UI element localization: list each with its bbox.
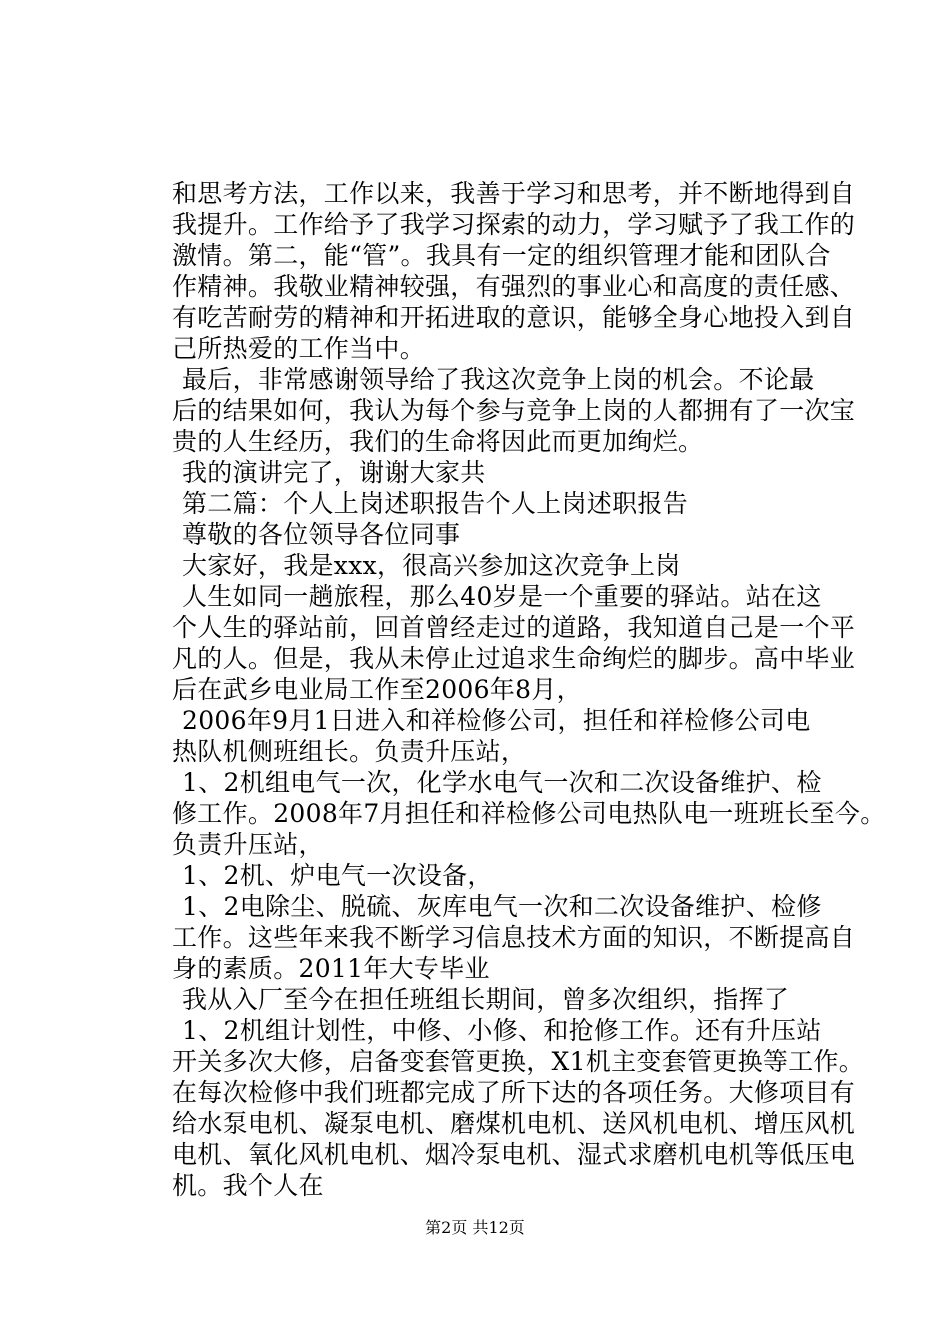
- text-line: 身的素质。2011年大专毕业: [172, 954, 490, 983]
- text-line: 电机、氧化风机电机、烟冷泵电机、湿式求磨机电机等低压电: [172, 1140, 856, 1169]
- text-line: 开关多次大修，启备变套管更换，X1机主变套管更换等工作。: [172, 1047, 865, 1076]
- text-line: 大家好，我是xxx，很高兴参加这次竞争上岗: [182, 551, 681, 580]
- text-line: 最后，非常感谢领导给了我这次竞争上岗的机会。不论最: [182, 365, 815, 394]
- text-line: 凡的人。但是，我从未停止过追求生命绚烂的脚步。高中毕业: [172, 644, 856, 673]
- text-line: 贵的人生经历，我们的生命将因此而更加绚烂。: [172, 427, 704, 456]
- text-line: 有吃苦耐劳的精神和开拓进取的意识，能够全身心地投入到自: [172, 303, 856, 332]
- text-line: 作精神。我敬业精神较强，有强烈的事业心和高度的责任感、: [172, 272, 856, 301]
- text-line: 个人生的驿站前，回首曾经走过的道路，我知道自己是一个平: [172, 613, 856, 642]
- text-line: 和思考方法，工作以来，我善于学习和思考，并不断地得到自: [172, 179, 856, 208]
- text-line: 激情。第二，能“管”。我具有一定的组织管理才能和团队合: [172, 241, 831, 270]
- text-line: 热队机侧班组长。负责升压站，: [172, 737, 527, 766]
- text-line: 后在武乡电业局工作至2006年8月，: [172, 675, 582, 704]
- text-line: 1、2机、炉电气一次设备，: [182, 861, 493, 890]
- text-line: 1、2机组电气一次，化学水电气一次和二次设备维护、检: [182, 768, 822, 797]
- text-line: 1、2机组计划性，中修、小修、和抢修工作。还有升压站: [182, 1016, 822, 1045]
- text-line: 尊敬的各位领导各位同事: [182, 520, 461, 549]
- text-line: 负责升压站，: [172, 830, 324, 859]
- text-line: 1、2电除尘、脱硫、灰库电气一次和二次设备维护、检修: [182, 892, 822, 921]
- text-line: 2006年9月1日进入和祥检修公司，担任和祥检修公司电: [182, 706, 811, 735]
- text-line: 给水泵电机、凝泵电机、磨煤机电机、送风机电机、增压风机: [172, 1109, 856, 1138]
- text-line: 工作。这些年来我不断学习信息技术方面的知识，不断提高自: [172, 923, 856, 952]
- text-line: 第二篇：个人上岗述职报告个人上岗述职报告: [182, 489, 689, 518]
- text-line: 我从入厂至今在担任班组长期间，曾多次组织，指挥了: [182, 985, 790, 1014]
- text-line: 修工作。2008年7月担任和祥检修公司电热队电一班班长至今。: [172, 799, 886, 828]
- text-line: 己所热爱的工作当中。: [172, 334, 426, 363]
- text-line: 人生如同一趟旅程，那么40岁是一个重要的驿站。站在这: [182, 582, 822, 611]
- text-line: 我提升。工作给予了我学习探索的动力，学习赋予了我工作的: [172, 210, 856, 239]
- text-line: 机。我个人在: [172, 1171, 324, 1200]
- page-number: 第2页 共12页: [425, 1218, 525, 1237]
- text-line: 我的演讲完了，谢谢大家共: [182, 458, 486, 487]
- page-footer: [0, 1218, 950, 1238]
- text-line: 在每次检修中我们班都完成了所下达的各项任务。大修项目有: [172, 1078, 856, 1107]
- text-line: 后的结果如何，我认为每个参与竞争上岗的人都拥有了一次宝: [172, 396, 856, 425]
- document-body: [172, 178, 886, 1201]
